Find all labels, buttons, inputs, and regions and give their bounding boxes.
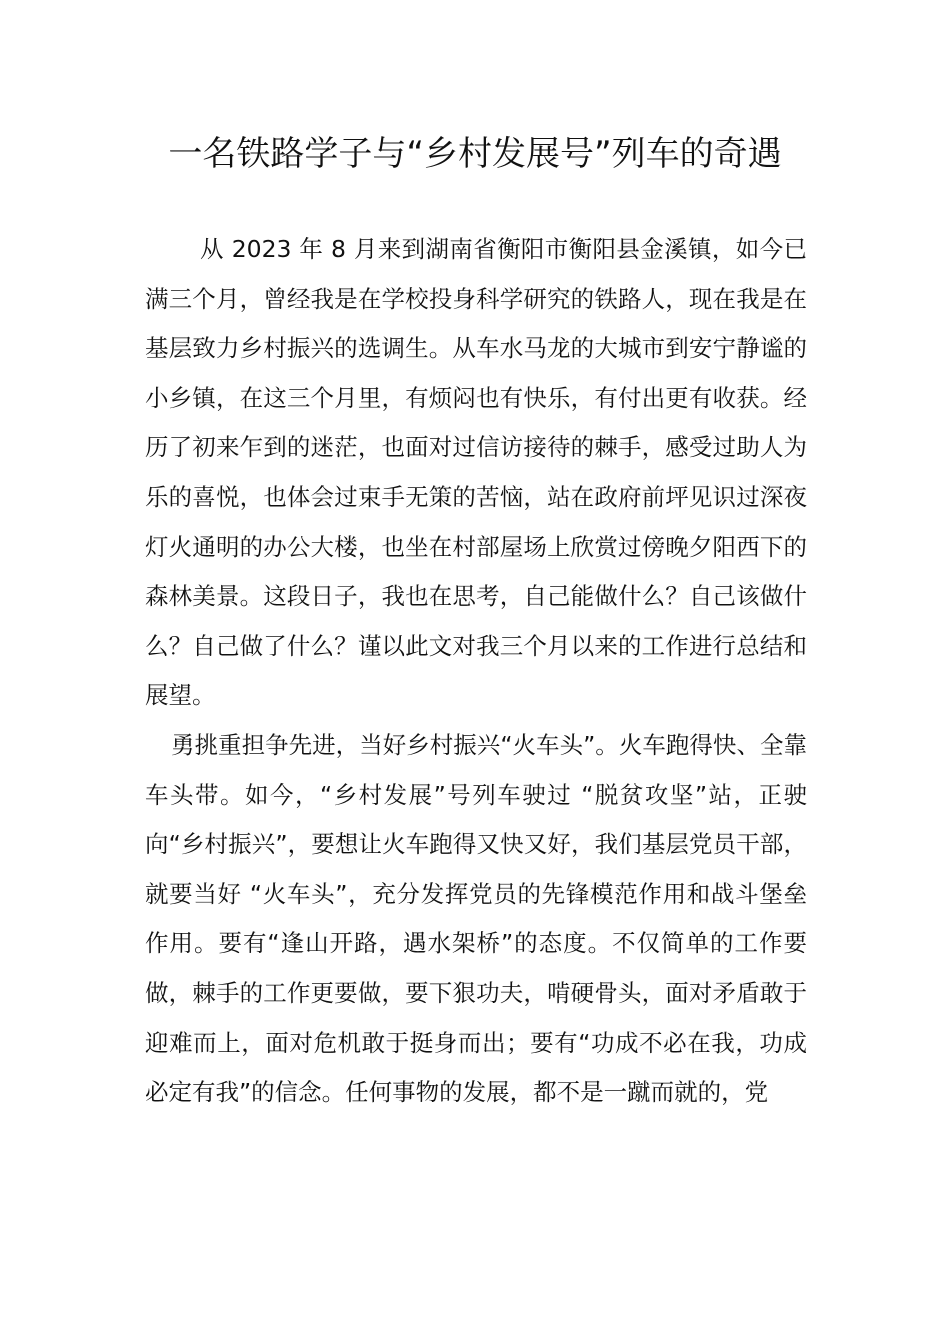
document-title: 一名铁路学子与“乡村发展号”列车的奇遇 <box>168 134 782 174</box>
document-body <box>145 225 807 1118</box>
paragraph-intro: 从 2023 年 8 月来到湖南省衡阳市衡阳县金溪镇，如今已满三个月，曾经我是在学校投身科学研究的铁路人，现在我是在基层致力乡村振兴的选调生。从车水马龙的大城市到安宁静谧的小乡镇，在这三个月里，有烦闷也有快乐，有付出更有收获。经历了初来乍到的迷茫，也面对过信访接待的棘手，感受过助人为乐的喜悦，也体会过束手无策的苦恼，站在政府前坪见识过深夜灯火通明的办公大楼，也坐在村部屋场上欣赏过傍晚夕阳西下的森林美景。这段日子，我也在思考，自己能做什么？自己该做什么？自己做了什么？谨以此文对我三个月以来的工作进行总结和展望。 <box>145 235 807 710</box>
paragraph-locomotive: 勇挑重担争先进，当好乡村振兴“火车头”。火车跑得快、全靠车头带。如今，“乡村发展”号列车驶过 “脱贫攻坚”站，正驶向“乡村振兴”，要想让火车跑得又快又好，我们基层党员干部，就要当好 “火车头”，充分发挥党员的先锋模范作用和战斗堡垒作用。要有“逢山开路，遇水架桥”的态度。不仅简单的工作要做，棘手的工作更要做，要下狠功夫，啃硬骨头，面对矛盾敢于迎难而上，面对危机敢于挺身而出；要有“功成不必在我，功成必定有我”的信念。任何事物的发展，都不是一蹴而就的，党 <box>145 730 807 1107</box>
